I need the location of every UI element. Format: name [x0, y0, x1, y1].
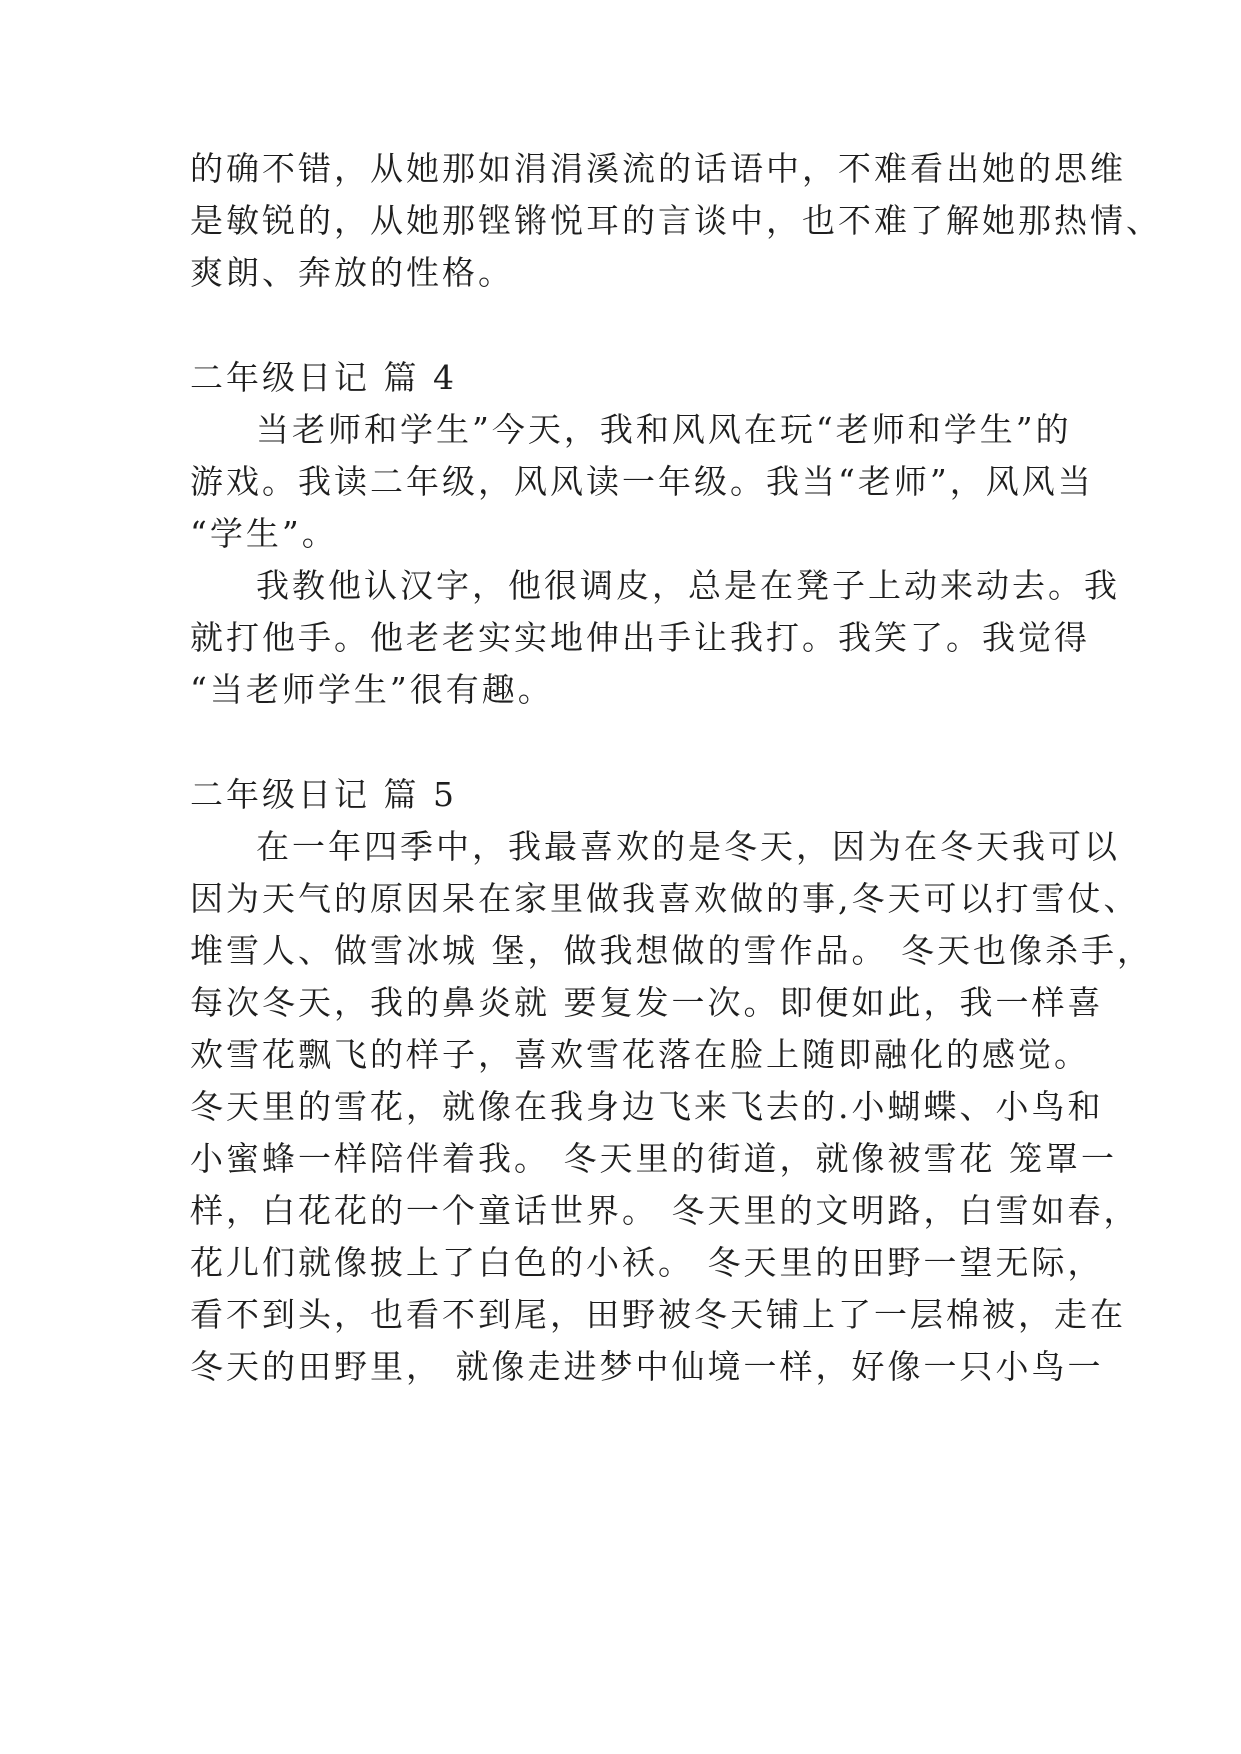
section-5-line-7: 小蜜蜂一样陪伴着我。 冬天里的街道，就像被雪花 笼罩一 [190, 1139, 1117, 1178]
section-4-heading: 二年级日记 篇 4 [190, 358, 457, 397]
section-5-line-10: 看不到头，也看不到尾，田野被冬天铺上了一层棉被，走在 [190, 1295, 1126, 1334]
section-4-line-4: 我教他认汉字，他很调皮，总是在凳子上动来动去。我 [256, 566, 1120, 605]
section-4-line-2: 游戏。我读二年级，风风读一年级。我当“老师”，风风当 [190, 462, 1094, 501]
section-5-line-3: 堆雪人、做雪冰城 堡，做我想做的雪作品。 冬天也像杀手， [190, 931, 1153, 970]
section-5-line-8: 样，白花花的一个童话世界。 冬天里的文明路，白雪如春， [190, 1191, 1140, 1230]
intro-line-3: 爽朗、奔放的性格。 [190, 253, 514, 292]
intro-line-1: 的确不错，从她那如涓涓溪流的话语中，不难看出她的思维 [190, 149, 1126, 188]
section-4-line-6: “当老师学生”很有趣。 [190, 670, 554, 709]
section-4-line-1: 当老师和学生”今天，我和风风在玩“老师和学生”的 [256, 410, 1072, 449]
section-5-line-9: 花儿们就像披上了白色的小袄。 冬天里的田野一望无际， [190, 1243, 1104, 1282]
section-5-line-2: 因为天气的原因呆在家里做我喜欢做的事,冬天可以打雪仗、 [190, 879, 1140, 918]
section-4-line-5: 就打他手。他老老实实地伸出手让我打。我笑了。我觉得 [190, 618, 1090, 657]
section-5-line-4: 每次冬天，我的鼻炎就 要复发一次。即便如此，我一样喜 [190, 983, 1104, 1022]
section-5-line-11: 冬天的田野里， 就像走进梦中仙境一样，好像一只小鸟一 [190, 1347, 1104, 1386]
section-5-line-1: 在一年四季中，我最喜欢的是冬天，因为在冬天我可以 [256, 827, 1120, 866]
section-5-line-5: 欢雪花飘飞的样子，喜欢雪花落在脸上随即融化的感觉。 [190, 1035, 1090, 1074]
section-4-line-3: “学生”。 [190, 514, 338, 553]
intro-line-2: 是敏锐的，从她那铿锵悦耳的言谈中，也不难了解她那热情、 [190, 201, 1162, 240]
section-5-line-6: 冬天里的雪花，就像在我身边飞来飞去的.小蝴蝶、小鸟和 [190, 1087, 1104, 1126]
section-5-heading: 二年级日记 篇 5 [190, 775, 457, 814]
